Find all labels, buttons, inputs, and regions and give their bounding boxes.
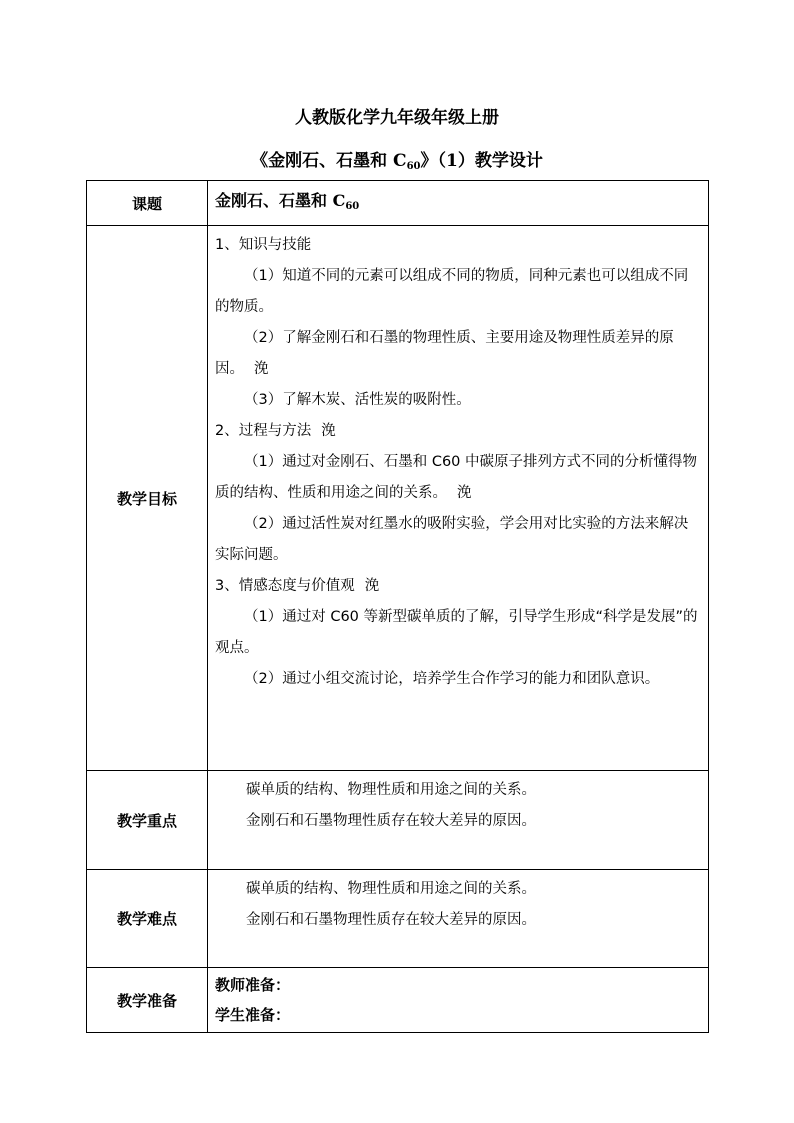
goal-2-2: （2）通过活性炭对红墨水的吸附实验，学会用对比实验的方法来解决实际问题。 (215, 516, 689, 563)
difficulty-2: 金刚石和石墨物理性质存在较大差异的原因。 (246, 912, 536, 928)
difficulties-content (208, 870, 709, 968)
goal-heading-2-text: 2、过程与方法 (215, 423, 312, 439)
key-point-1: 碳单质的结构、物理性质和用途之间的关系。 (246, 782, 536, 798)
stray-mark: 浼 (457, 485, 472, 501)
goal-heading-2 (215, 416, 701, 447)
key-points-label: 教学重点 (87, 771, 208, 870)
goal-heading-3 (215, 571, 701, 602)
topic-label: 课题 (87, 181, 208, 226)
difficulties-label: 教学难点 (87, 870, 208, 968)
subtitle-prefix: 《金刚石、石墨和 C (251, 151, 407, 171)
document-subtitle (0, 146, 794, 172)
table-row-key-points (87, 771, 709, 870)
goals-label: 教学目标 (87, 226, 208, 771)
lesson-plan-table (86, 180, 709, 1033)
preparation-content (208, 968, 709, 1033)
goal-3-1: （1）通过对 C60 等新型碳单质的了解，引导学生形成“科学是发展”的观点。 (215, 609, 698, 656)
goal-heading-1: 1、知识与技能 (215, 237, 312, 253)
goal-heading-3-text: 3、情感态度与价值观 (215, 578, 355, 594)
table-row-preparation (87, 968, 709, 1033)
student-preparation: 学生准备： (215, 1006, 291, 1024)
difficulty-1: 碳单质的结构、物理性质和用途之间的关系。 (246, 881, 536, 897)
stray-mark: 浼 (254, 361, 269, 377)
goal-3-2: （2）通过小组交流讨论，培养学生合作学习的能力和团队意识。 (244, 671, 660, 687)
table-row-difficulties (87, 870, 709, 968)
goal-1-1: （1）知道不同的元素可以组成不同的物质，同种元素也可以组成不同的物质。 (215, 268, 689, 315)
goal-2-1-text: （1）通过对金刚石、石墨和 C60 中碳原子排列方式不同的分析懂得物质的结构、性质和用途之间的关系。 (215, 454, 698, 501)
teacher-preparation: 教师准备： (215, 976, 291, 994)
preparation-label: 教学准备 (87, 968, 208, 1033)
stray-mark: 浼 (321, 423, 336, 439)
key-points-content (208, 771, 709, 870)
subtitle-subscript: 60 (406, 161, 421, 172)
topic-value (208, 181, 709, 226)
subtitle-suffix: 》（1）教学设计 (420, 151, 543, 171)
table-row-goals (87, 226, 709, 771)
topic-value-subscript: 60 (345, 201, 360, 212)
table-row-topic (87, 181, 709, 226)
goal-1-3: （3）了解木炭、活性炭的吸附性。 (244, 392, 471, 408)
goal-2-1 (215, 447, 701, 509)
stray-mark: 浼 (364, 578, 380, 594)
goals-content (208, 226, 709, 771)
goal-1-2 (215, 323, 701, 385)
topic-value-text: 金刚石、石墨和 C (215, 191, 346, 210)
document-title: 人教版化学九年级年级上册 (295, 108, 499, 128)
key-point-2: 金刚石和石墨物理性质存在较大差异的原因。 (246, 813, 536, 829)
goal-1-2-text: （2）了解金刚石和石墨的物理性质、主要用途及物理性质差异的原因。 (215, 330, 674, 377)
